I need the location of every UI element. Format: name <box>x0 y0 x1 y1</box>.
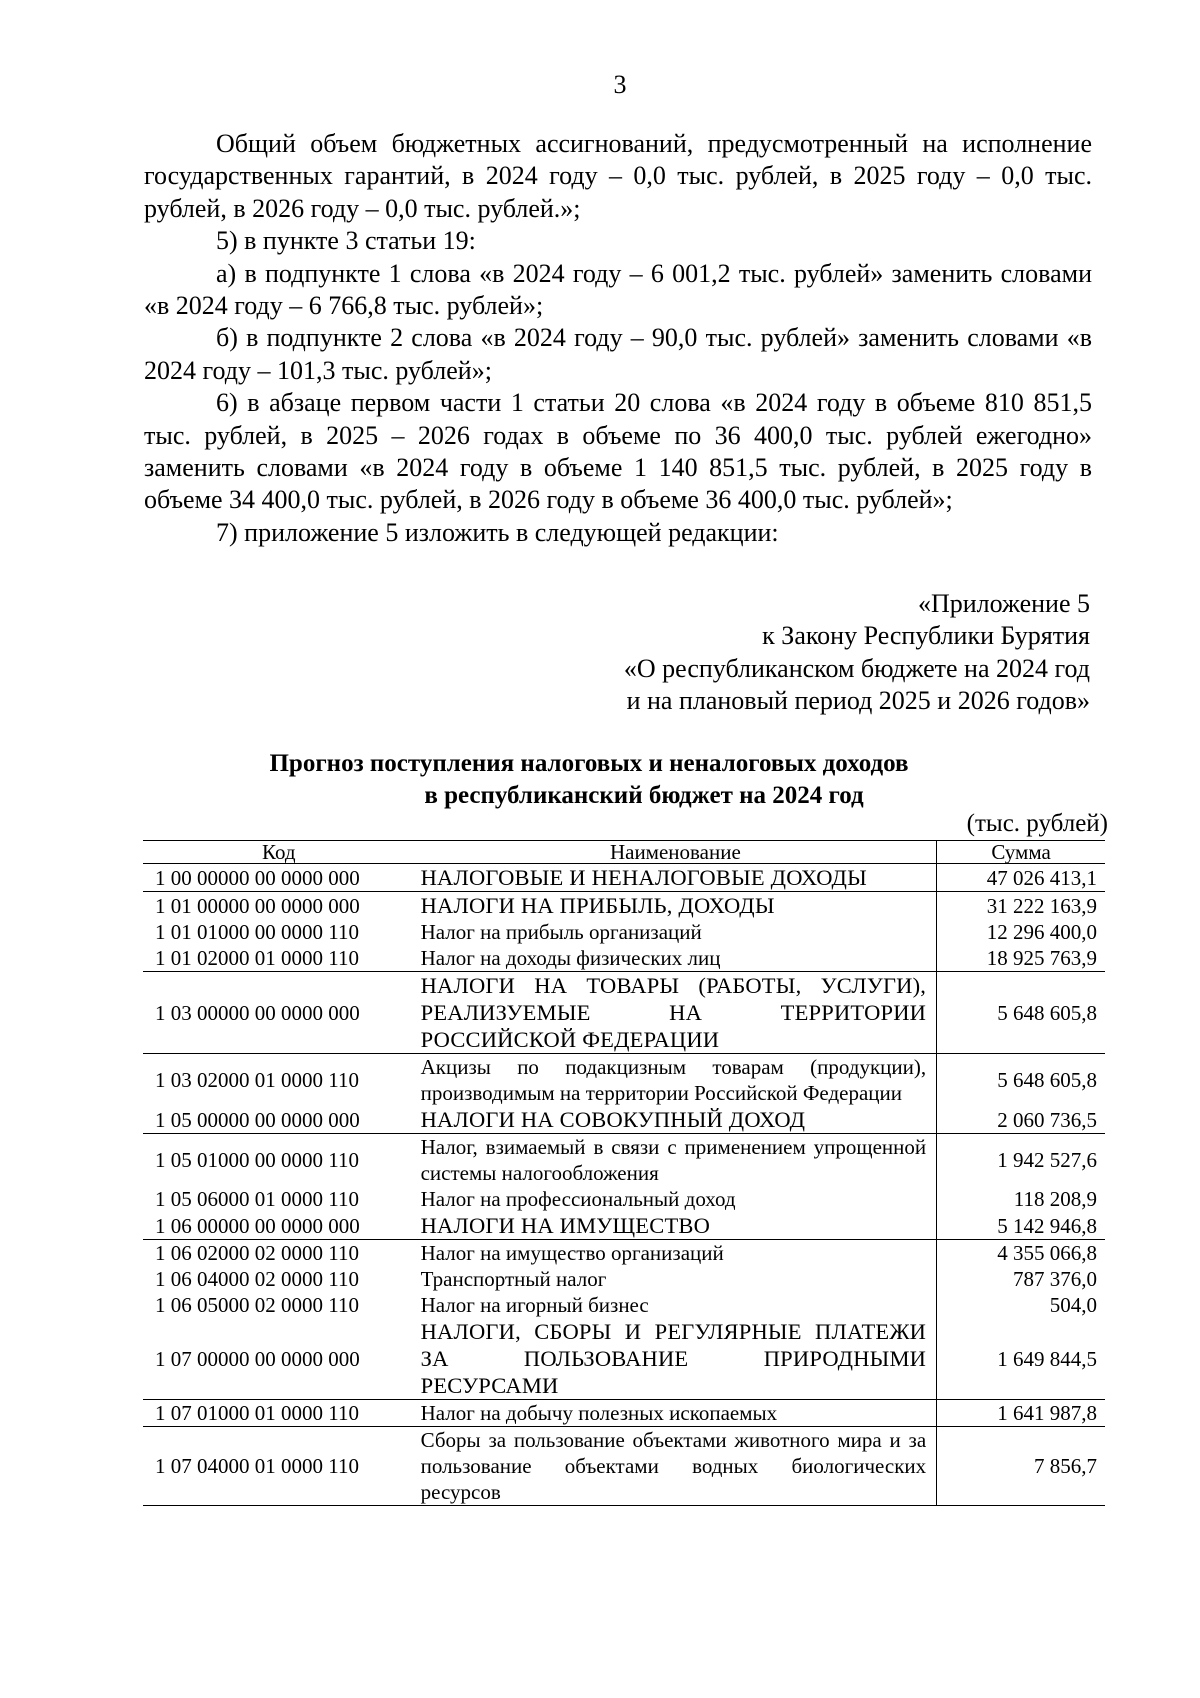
row-code: 1 00 00000 00 0000 000 <box>143 864 415 892</box>
table-row <box>143 1134 1105 1187</box>
row-sum: 118 208,9 <box>937 1186 1105 1212</box>
row-sum: 47 026 413,1 <box>937 864 1105 892</box>
row-name: Налог на имущество организаций <box>420 1241 724 1265</box>
row-code: 1 06 02000 02 0000 110 <box>155 1241 359 1265</box>
table-title-line: в республиканский бюджет на 2024 год <box>424 782 864 809</box>
row-code: 1 01 01000 00 0000 110 <box>155 920 359 944</box>
table-title <box>144 748 1104 812</box>
row-code: 1 07 04000 01 0000 110 <box>143 1427 415 1506</box>
row-code: 1 06 05000 02 0000 110 <box>155 1293 359 1317</box>
header-name: Наименование <box>415 841 937 864</box>
paragraph-item-7: 7) приложение 5 изложить в следующей редакции: <box>216 517 779 547</box>
header-sum: Сумма <box>937 841 1105 864</box>
paragraph-guarantees: Общий объем бюджетных ассигнований, предусмотренный на исполнение государственных гарантий, в 2024 году – 0,0 тыс. рублей, в 2025 году – 0,0 тыс. рублей, в 2026 году – 0,0 тыс. рублей.»; <box>144 129 1092 223</box>
body-text <box>144 128 1092 549</box>
row-sum: 787 376,0 <box>937 1266 1105 1292</box>
table-row <box>143 1054 1105 1107</box>
row-code: 1 01 00000 00 0000 000 <box>155 893 360 918</box>
table-row <box>143 1266 1105 1292</box>
row-sum: 5 648 605,8 <box>937 972 1105 1054</box>
table-row <box>143 972 1105 1054</box>
row-name: Налог на игорный бизнес <box>420 1293 649 1317</box>
row-sum: 5 142 946,8 <box>937 1212 1105 1240</box>
table-header-row <box>143 841 1105 864</box>
table-row <box>143 1400 1105 1427</box>
row-sum: 1 641 987,8 <box>937 1400 1105 1427</box>
paragraph-item-5: 5) в пункте 3 статьи 19: <box>216 226 476 256</box>
table-row <box>143 1292 1105 1318</box>
table-units: (тыс. рублей) <box>966 810 1108 837</box>
row-name: Налог на добычу полезных ископаемых <box>415 1400 937 1427</box>
row-sum: 7 856,7 <box>937 1427 1105 1506</box>
row-name: Транспортный налог <box>420 1267 607 1291</box>
row-code: 1 07 00000 00 0000 000 <box>143 1318 415 1400</box>
row-sum: 31 222 163,9 <box>937 892 1105 920</box>
row-code: 1 03 00000 00 0000 000 <box>143 972 415 1054</box>
appendix-reference <box>500 588 1090 718</box>
table-row <box>143 945 1105 972</box>
table-row <box>143 864 1105 892</box>
appendix-line: к Закону Республики Бурятия <box>762 621 1090 651</box>
table-row <box>143 1186 1105 1212</box>
row-name: НАЛОГОВЫЕ И НЕНАЛОГОВЫЕ ДОХОДЫ <box>415 864 937 892</box>
table-row <box>143 1240 1105 1267</box>
page-number: 3 <box>613 70 627 99</box>
row-name: Налог на профессиональный доход <box>420 1187 736 1211</box>
row-sum: 504,0 <box>937 1292 1105 1318</box>
table-row <box>143 1212 1105 1240</box>
revenue-table <box>143 840 1105 1506</box>
row-sum: 12 296 400,0 <box>937 919 1105 945</box>
row-code: 1 05 06000 01 0000 110 <box>155 1187 359 1211</box>
row-sum: 18 925 763,9 <box>937 945 1105 972</box>
table-row <box>143 1318 1105 1400</box>
row-sum: 4 355 066,8 <box>937 1240 1105 1267</box>
row-sum: 1 942 527,6 <box>937 1134 1105 1187</box>
row-name: Налог, взимаемый в связи с применением упрощенной системы налогообложения <box>420 1135 927 1185</box>
table-row <box>143 1106 1105 1134</box>
row-code: 1 07 01000 01 0000 110 <box>143 1400 415 1427</box>
row-name: Налог на доходы физических лиц <box>415 945 937 972</box>
row-sum: 2 060 736,5 <box>937 1106 1105 1134</box>
paragraph-item-5b: б) в подпункте 2 слова «в 2024 году – 90,0 тыс. рублей» заменить словами «в 2024 году – 101,3 тыс. рублей»; <box>144 323 1092 385</box>
row-name: НАЛОГИ НА ТОВАРЫ (РАБОТЫ, УСЛУГИ), РЕАЛИЗУЕМЫЕ НА ТЕРРИТОРИИ РОССИЙСКОЙ ФЕДЕРАЦИИ <box>415 972 937 1054</box>
appendix-line: «Приложение 5 <box>917 589 1090 618</box>
row-code: 1 01 02000 01 0000 110 <box>143 945 415 972</box>
paragraph-item-6: 6) в абзаце первом части 1 статьи 20 слова «в 2024 году в объеме 810 851,5 тыс. рублей, в 2025 – 2026 годах в объеме по 36 400,0 тыс. рублей ежегодно» заменить словами «в 2024 году в объеме 1 140 851,5 тыс. рублей, в 2025 году в объеме 34 400,0 тыс. рублей, в 2026 году в объеме 36 400,0 тыс. рублей»; <box>144 388 1092 515</box>
appendix-line: и на плановый период 2025 и 2026 годов» <box>626 686 1090 716</box>
row-name: Акцизы по подакцизным товарам (продукции), производимым на территории Российской Федерации <box>420 1055 927 1105</box>
row-sum: 5 648 605,8 <box>937 1054 1105 1107</box>
row-name: НАЛОГИ, СБОРЫ И РЕГУЛЯРНЫЕ ПЛАТЕЖИ ЗА ПОЛЬЗОВАНИЕ ПРИРОДНЫМИ РЕСУРСАМИ <box>415 1318 937 1400</box>
row-name: НАЛОГИ НА СОВОКУПНЫЙ ДОХОД <box>415 1106 937 1134</box>
row-code: 1 05 00000 00 0000 000 <box>143 1106 415 1134</box>
row-code: 1 03 02000 01 0000 110 <box>155 1068 359 1092</box>
table-row <box>143 1427 1105 1506</box>
appendix-line: «О республиканском бюджете на 2024 год <box>623 653 1090 683</box>
row-name: НАЛОГИ НА ИМУЩЕСТВО <box>415 1212 937 1240</box>
table-row <box>143 892 1105 920</box>
header-code: Код <box>143 841 415 864</box>
table-title-line: Прогноз поступления налоговых и неналоговых доходов <box>269 750 909 777</box>
table-row <box>143 919 1105 945</box>
row-name: Налог на прибыль организаций <box>420 920 702 944</box>
row-code: 1 06 00000 00 0000 000 <box>143 1212 415 1240</box>
row-name: Сборы за пользование объектами животного мира и за пользование объектами водных биологических ресурсов <box>415 1427 937 1506</box>
row-name: НАЛОГИ НА ПРИБЫЛЬ, ДОХОДЫ <box>420 893 775 918</box>
row-sum: 1 649 844,5 <box>937 1318 1105 1400</box>
row-code: 1 05 01000 00 0000 110 <box>155 1148 359 1172</box>
row-code: 1 06 04000 02 0000 110 <box>155 1267 359 1291</box>
paragraph-item-5a: а) в подпункте 1 слова «в 2024 году – 6 001,2 тыс. рублей» заменить словами «в 2024 году – 6 766,8 тыс. рублей»; <box>144 258 1092 321</box>
